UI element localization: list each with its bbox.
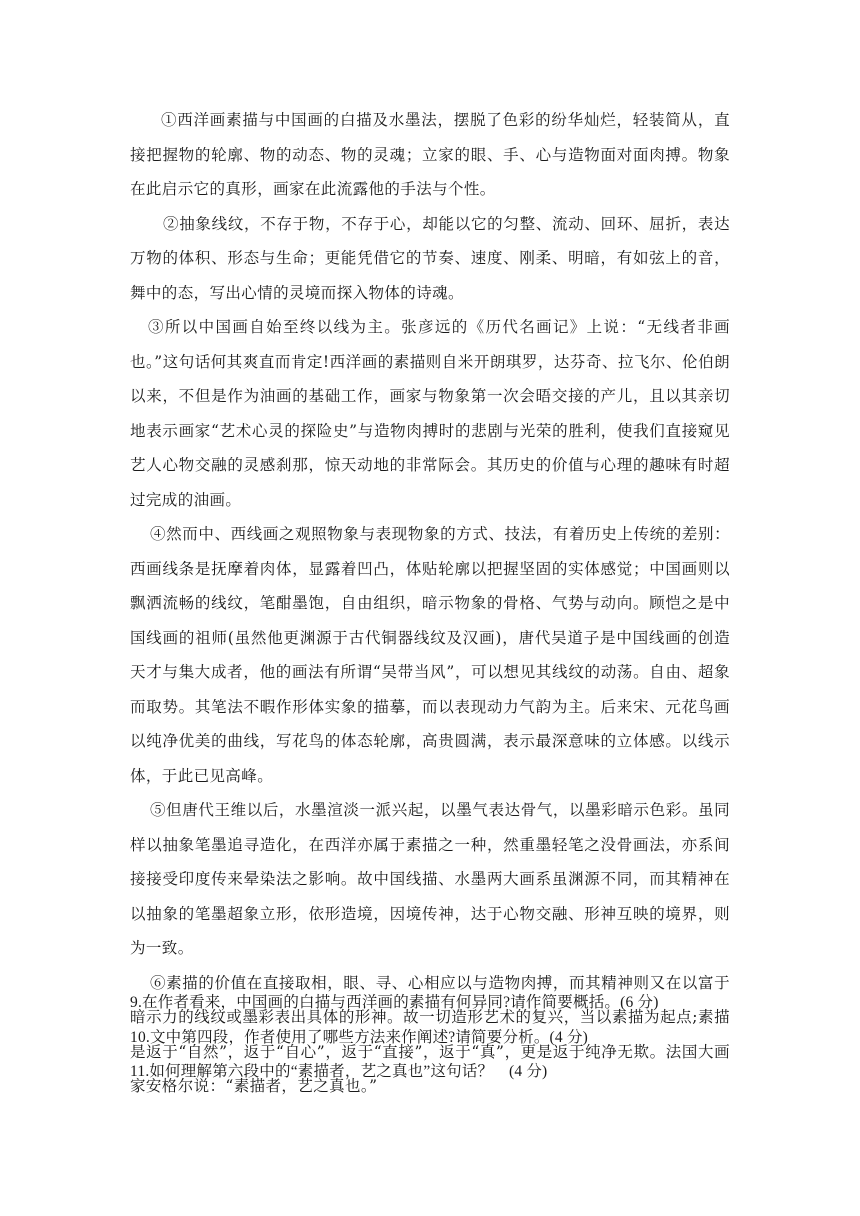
passage-paragraph-2: ②抽象线纹，不存于物，不存于心，却能以它的匀整、流动、回环、屈折，表达万物的体积、形态与生命；更能凭借它的节奏、速度、刚柔、明暗，有如弦上的音，舞中的态，写出心情的灵境而探入物体的诗魂。 <box>130 214 730 302</box>
question-11: 11.如何理解第六段中的“素描者，艺之真也”这句话？ (4 分) <box>130 1063 548 1080</box>
passage-paragraph-1: ①西洋画素描与中国画的白描及水墨法，摆脱了色彩的纷华灿烂，轻装简从，直接把握物的轮廓、物的动态、物的灵魂；立家的眼、手、心与造物面对面肉搏。物象在此启示它的真形，画家在此流露他的手法与个性。 <box>130 111 730 198</box>
question-10: 10.文中第四段，作者使用了哪些方法来作阐述?请简要分析。(4 分) <box>130 1028 589 1046</box>
passage-paragraph-5: ⑤但唐代王维以后，水墨渲淡一派兴起，以墨气表达骨气，以墨彩暗示色彩。虽同样以抽象笔墨追寻造化，在西洋亦属于素描之一种，然重墨轻笔之没骨画法，亦系间接接受印度传来晕染法之影响。故中国线描、水墨两大画系虽渊源不同，而其精神在以抽象的笔墨超象立形，依形造境，因境传神，达于心物交融、形神互映的境界，则为一致。 <box>130 801 730 957</box>
passage-paragraph-3: ③所以中国画自始至终以线为主。张彦远的《历代名画记》上说：“无线者非画也。”这句话何其爽直而肯定!西洋画的素描则自米开朗琪罗，达芬奇、拉飞尔、伦伯朗以来，不但是作为油画的基础工作，画家与物象第一次会晤交接的产儿，且以其亲切地表示画家“艺术心灵的探险史”与造物肉搏时的悲剧与光荣的胜利，使我们直接窥见艺人心物交融的灵感刹那，惊天动地的非常际会。其历史的价值与心理的趣味有时超过完成的油画。 <box>130 318 730 509</box>
passage-paragraph-6: ⑥素描的价值在直接取相，眼、寻、心相应以与造物肉搏，而其精神则又在以富于暗示力的线纹或墨彩表出具体的形神。故一切造形艺术的复兴，当以素描为起点;素描是返于“自然”，返于“自心”，返于“直接”，返于“真”，更是返于纯净无欺。法国大画家安格尔说：“素描者，艺之真也。” <box>130 973 730 1095</box>
question-9: 9.在作者看来，中国画的白描与西洋画的素描有何异同?请作简要概括。(6 分) <box>130 994 659 1011</box>
question-list <box>130 986 750 1090</box>
passage-paragraph-4: ④然而中、西线画之观照物象与表现物象的方式、技法，有着历史上传统的差别：西画线条是抚摩着肉体，显露着凹凸，体贴轮廓以把握坚固的实体感觉；中国画则以飘洒流畅的线纹，笔酣墨饱，自由组织，暗示物象的骨格、气势与动向。顾恺之是中国线画的祖师(虽然他更渊源于古代铜器线纹及汉画)，唐代吴道子是中国线画的创造天才与集大成者，他的画法有所谓“吴带当风”，可以想见其线纹的动荡。自由、超象而取势。其笔法不暇作形体实象的描摹，而以表现动力气韵为主。后来宋、元花鸟画以纯净优美的曲线，写花鸟的体态轮廓，高贵圆满，表示最深意味的立体感。以线示体，于此已见高峰。 <box>130 525 730 785</box>
reading-passage <box>130 103 730 1104</box>
